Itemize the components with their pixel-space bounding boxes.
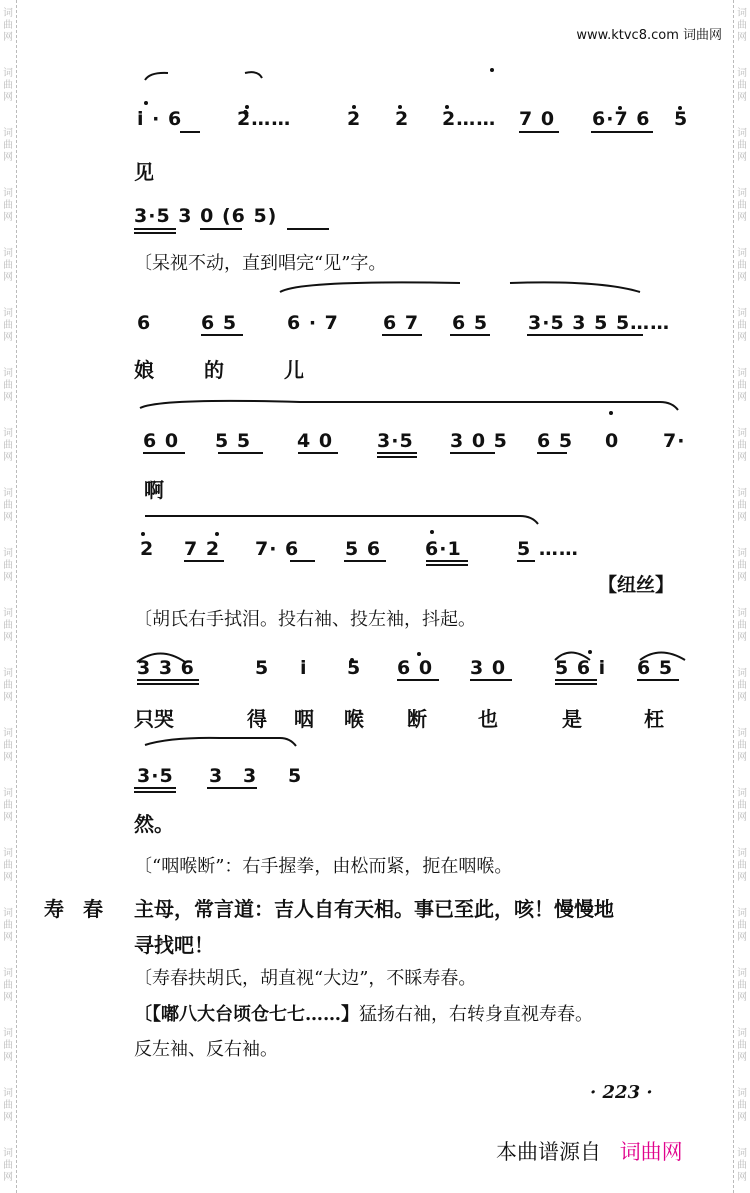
stage-direction-1: 〔呆视不动，直到唱完“见”字。	[134, 253, 387, 274]
footer-brand-link[interactable]: 词曲网	[619, 1140, 683, 1164]
footer-credit	[496, 1136, 683, 1166]
note-group: 3	[209, 765, 224, 787]
watermark-stamp: 词曲网	[3, 968, 13, 1003]
note-group: 5	[347, 657, 362, 679]
watermark-stamp: 词曲网	[737, 368, 747, 403]
watermark-stamp: 词曲网	[3, 848, 13, 883]
note-group: 7·	[663, 430, 686, 452]
note-group: i · 6	[137, 108, 183, 130]
watermark-stamp: 词曲网	[737, 8, 747, 43]
note-group: 6 · 7	[287, 312, 339, 334]
bracket-label: 【纽丝】	[598, 574, 675, 596]
watermark-stamp: 词曲网	[3, 788, 13, 823]
watermark-stamp: 词曲网	[3, 1028, 13, 1063]
lyric-line-1: 见	[134, 160, 154, 184]
lyric-line-7: 然。	[134, 812, 174, 836]
note-group: 3 0 5	[450, 430, 508, 452]
watermark-stamp: 词曲网	[3, 668, 13, 703]
watermark-stamp: 词曲网	[737, 68, 747, 103]
note-group: 5 6	[345, 538, 382, 560]
watermark-stamp: 词曲网	[737, 188, 747, 223]
stage-direction-5-text: 猛扬右袖，右转身直视寿春。	[359, 1004, 593, 1025]
watermark-stamp: 词曲网	[3, 608, 13, 643]
note-group: 3 3 6	[137, 657, 195, 679]
watermark-stamp: 词曲网	[3, 728, 13, 763]
watermark-stamp: 词曲网	[3, 488, 13, 523]
watermark-stamp: 词曲网	[3, 368, 13, 403]
note-group: 2……	[442, 108, 497, 130]
watermark-stamp: 词曲网	[3, 428, 13, 463]
note-group: 3·5	[137, 765, 174, 787]
note-group: 6 5	[537, 430, 574, 452]
watermark-stamp: 词曲网	[3, 548, 13, 583]
note-group: 5 5	[215, 430, 252, 452]
watermark-stamp: 词曲网	[737, 608, 747, 643]
watermark-stamp: 词曲网	[737, 908, 747, 943]
watermark-stamp: 词曲网	[737, 728, 747, 763]
site-header: www.ktvc8.com 词曲网	[576, 28, 722, 43]
watermark-stamp: 词曲网	[737, 548, 747, 583]
score-line-2: 3·5 3 0 (6 5)	[134, 205, 278, 227]
watermark-stamp: 词曲网	[737, 788, 747, 823]
watermark-stamp: 词曲网	[3, 68, 13, 103]
note-group: 5 ……	[517, 538, 579, 560]
note-group: 3	[243, 765, 258, 787]
watermark-stamp: 词曲网	[3, 188, 13, 223]
watermark-stamp: 词曲网	[737, 128, 747, 163]
watermark-stamp: 词曲网	[737, 428, 747, 463]
note-group: 5 6 i	[555, 657, 607, 679]
note-group: 2̂……	[237, 108, 292, 130]
note-group: 7· 6	[255, 538, 300, 560]
note-group: 6 0	[397, 657, 434, 679]
note-group: 6·7 6	[592, 108, 651, 130]
note-group: i	[300, 657, 308, 679]
footer-prefix: 本曲谱源自	[496, 1140, 601, 1164]
note-group: 7 0	[519, 108, 556, 130]
note-group: 6	[137, 312, 152, 334]
watermark-stamp: 词曲网	[737, 668, 747, 703]
page-number: · 223 ·	[590, 1082, 653, 1103]
speaker-name: 寿 春	[44, 897, 109, 921]
watermark-stamp: 词曲网	[737, 488, 747, 523]
speech-line-2: 寻找吧！	[134, 933, 214, 957]
note-group: 0	[605, 430, 620, 452]
note-group: 6 7	[383, 312, 420, 334]
note-group: 6 0	[143, 430, 180, 452]
note-group: 6 5	[452, 312, 489, 334]
watermark-stamp: 词曲网	[3, 248, 13, 283]
note-group: 4 0	[297, 430, 334, 452]
watermark-stamp: 词曲网	[737, 1088, 747, 1123]
note-group: 7 2	[184, 538, 221, 560]
note-group: 2	[395, 108, 410, 130]
watermark-stamp: 词曲网	[737, 248, 747, 283]
note-group: 3·5 3 5 5……	[528, 312, 671, 334]
note-group: 6 5	[637, 657, 674, 679]
watermark-stamp: 词曲网	[737, 1148, 747, 1183]
lyric-line-4: 啊	[144, 478, 164, 502]
watermark-stamp: 词曲网	[737, 1028, 747, 1063]
watermark-stamp: 词曲网	[3, 8, 13, 43]
note-group: 3 0	[470, 657, 507, 679]
speech-line-1: 主母，常言道：吉人自有天相。事已至此，咳！慢慢地	[134, 897, 614, 921]
note-group: 2	[347, 108, 362, 130]
note-group: 6 5	[201, 312, 238, 334]
stage-direction-3: 〔“咽喉断”：右手握拳，由松而紧，扼在咽喉。	[134, 856, 513, 877]
note-group: 5	[288, 765, 303, 787]
watermark-stamp: 词曲网	[737, 308, 747, 343]
stage-direction-2: 〔胡氏右手拭泪。投右袖、投左袖，抖起。	[134, 609, 476, 630]
percussion-cue: 〔【嘟八大台顷仓七七……】	[134, 1004, 359, 1025]
watermark-stamp: 词曲网	[3, 908, 13, 943]
note-group: 5	[674, 108, 689, 130]
note-group: 6·1	[425, 538, 462, 560]
watermark-stamp: 词曲网	[3, 308, 13, 343]
watermark-stamp: 词曲网	[737, 968, 747, 1003]
stage-direction-5	[134, 1000, 593, 1026]
note-group: 2	[140, 538, 155, 560]
note-group: 5	[255, 657, 270, 679]
watermark-stamp: 词曲网	[3, 128, 13, 163]
stage-direction-5-line-2: 反左袖、反右袖。	[134, 1039, 278, 1060]
watermark-stamp: 词曲网	[3, 1148, 13, 1183]
note-group: 3·5	[377, 430, 414, 452]
watermark-stamp: 词曲网	[737, 848, 747, 883]
watermark-stamp: 词曲网	[3, 1088, 13, 1123]
stage-direction-4: 〔寿春扶胡氏，胡直视“大边”，不睬寿春。	[134, 968, 477, 989]
